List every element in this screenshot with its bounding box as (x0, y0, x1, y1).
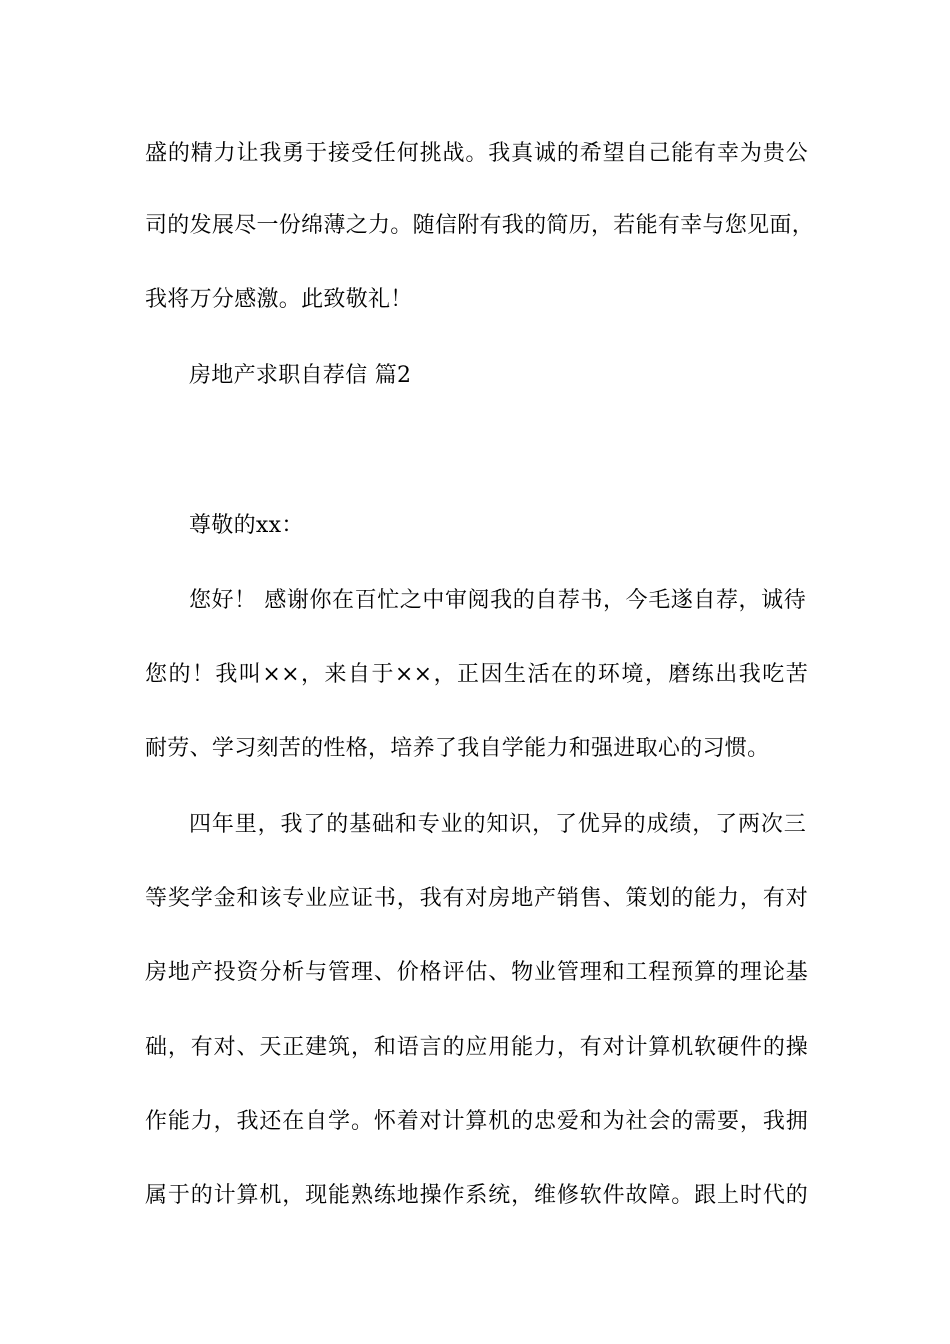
paragraph-line: 房地产投资分析与管理、价格评估、物业管理和工程预算的理论基 (145, 960, 808, 985)
paragraph-line: 我将万分感激。此致敬礼！ (145, 287, 413, 312)
paragraph-line: 耐劳、学习刻苦的性格，培养了我自学能力和强进取心的习惯。 (145, 736, 770, 761)
paragraph-line: 础，有对、天正建筑，和语言的应用能力，有对计算机软硬件的操 (145, 1035, 808, 1060)
paragraph-line: 盛的精力让我勇于接受任何挑战。我真诚的希望自己能有幸为贵公 (145, 141, 808, 166)
paragraph-line: 等奖学金和该专业应证书，我有对房地产销售、策划的能力，有对 (145, 886, 808, 911)
paragraph-line: 您好！ 感谢你在百忙之中审阅我的自荐书，今毛遂自荐，诚待 (189, 588, 806, 613)
paragraph-line: 四年里，我了的基础和专业的知识，了优异的成绩，了两次三 (189, 812, 806, 837)
salutation: 尊敬的xx： (189, 513, 304, 538)
section-title: 房地产求职自荐信 篇2 (189, 363, 412, 388)
paragraph-line: 您的！我叫××，来自于××，正因生活在的环境，磨练出我吃苦 (145, 662, 808, 687)
paragraph-line: 司的发展尽一份绵薄之力。随信附有我的简历，若能有幸与您见面， (145, 213, 815, 238)
paragraph-line: 属于的计算机，现能熟练地操作系统，维修软件故障。跟上时代的 (145, 1183, 808, 1208)
paragraph-line: 作能力，我还在自学。怀着对计算机的忠爱和为社会的需要，我拥 (145, 1109, 808, 1134)
